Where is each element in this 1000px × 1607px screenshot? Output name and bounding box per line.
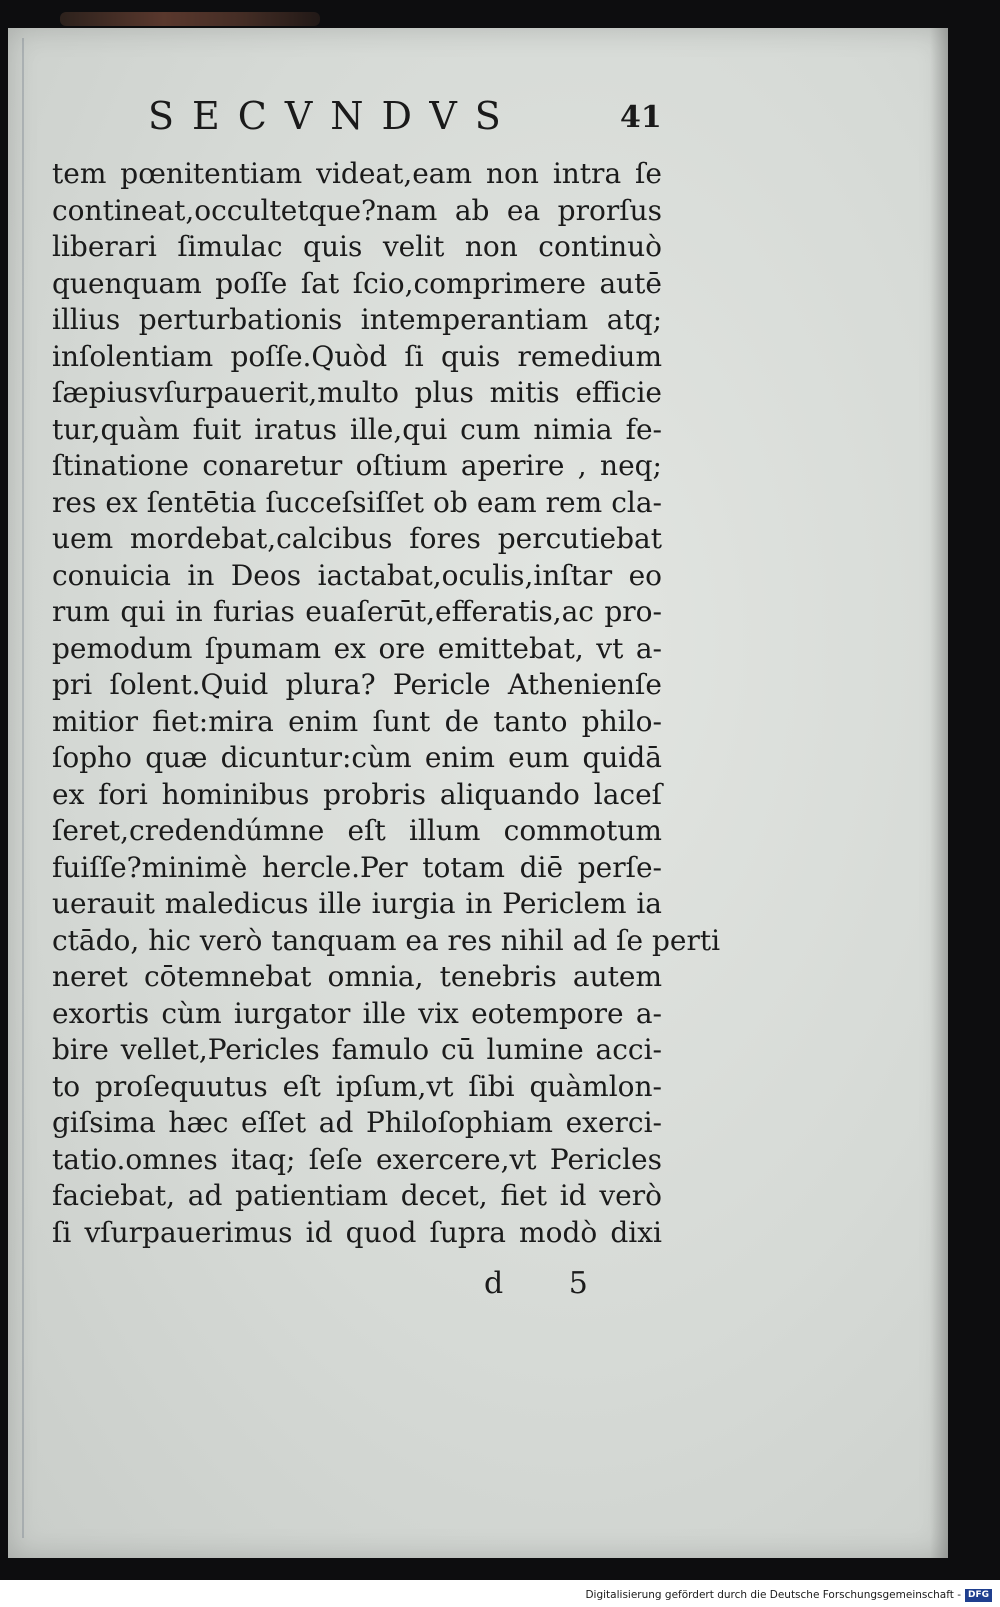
digitization-credit	[585, 1588, 992, 1602]
text-line: ſi vſurpauerimus id quod ſupra modò dixi	[52, 1215, 662, 1249]
text-line: contineat,occultetque?nam ab ea prorſus	[52, 193, 662, 227]
text-line: ex fori hominibus probris aliquando laceſ	[52, 777, 662, 811]
page-number: 41	[620, 100, 662, 135]
text-line: exortis cùm iurgator ille vix eotempore a-	[52, 996, 662, 1030]
book-page	[8, 28, 948, 1558]
text-line: quenquam poſſe ſat ſcio,comprimere autē	[52, 266, 662, 300]
running-title: SECVNDVS	[148, 94, 519, 138]
text-line: neret cōtemnebat omnia, tenebris autem	[52, 960, 662, 993]
text-line: tatio.omnes itaq; ſeſe exercere,vt Pericles	[52, 1142, 662, 1176]
text-line: faciebat, ad patientiam decet, fiet id verò	[52, 1179, 662, 1212]
credit-text: Digitalisierung gefördert durch die Deutsche Forschungsgemeinschaft -	[585, 1589, 961, 1601]
text-line: ctādo, hic verò tanquam ea res nihil ad ſe perti	[52, 923, 721, 957]
text-line: rum qui in furias euaſerūt,efferatis,ac pro-	[52, 595, 662, 628]
text-line: to proſequutus eſt ipſum,vt ſibi quàmlon-	[52, 1069, 662, 1103]
page-gutter-line	[22, 38, 24, 1538]
signature-mark: d 5	[484, 1266, 616, 1301]
text-line: ſæpiusvſurpauerit,multo plus mitis efficie	[52, 376, 662, 409]
text-line: inſolentiam poſſe.Quòd ſi quis remedium	[52, 339, 662, 373]
text-line: liberari ſimulac quis velit non continuò	[52, 230, 662, 263]
dfg-logo: DFG	[965, 1589, 992, 1602]
text-line: ſeret,credendúmne eſt illum commotum	[52, 814, 662, 847]
book-edge	[60, 12, 320, 26]
text-line: illius perturbationis intemperantiam atq;	[52, 303, 662, 336]
running-head	[148, 94, 708, 150]
text-line: giſsima hæc eſſet ad Philoſophiam exerci-	[52, 1106, 662, 1139]
text-line: pri ſolent.Quid plura? Pericle Athenienſe	[52, 668, 662, 701]
text-line: tem pœnitentiam videat,eam non intra ſe	[52, 157, 662, 190]
text-line: uem mordebat,calcibus fores percutiebat	[52, 522, 662, 555]
text-line: mitior fiet:mira enim ſunt de tanto philo-	[52, 704, 662, 738]
text-line: fuiſſe?minimè hercle.Per totam diē perſe-	[52, 850, 662, 884]
text-line: bire vellet,Pericles famulo cū lumine acci-	[52, 1033, 662, 1066]
text-line: pemodum ſpumam ex ore emittebat, vt a-	[52, 631, 662, 665]
text-line: uerauit maledicus ille iurgia in Periclem ia	[52, 887, 662, 920]
page-edge-shadow	[930, 28, 948, 1558]
text-line: ſopho quæ dicuntur:cùm enim eum quidā	[52, 741, 662, 774]
text-line: tur,quàm fuit iratus ille,qui cum nimia fe-	[52, 412, 662, 446]
text-line: ſtinatione conaretur oſtium aperire , neq;	[52, 449, 662, 482]
text-line: conuicia in Deos iactabat,oculis,inſtar eo	[52, 558, 662, 592]
text-line: res ex ſentētia ſucceſsiſſet ob eam rem cla-	[52, 485, 662, 519]
body-text	[52, 156, 721, 1251]
